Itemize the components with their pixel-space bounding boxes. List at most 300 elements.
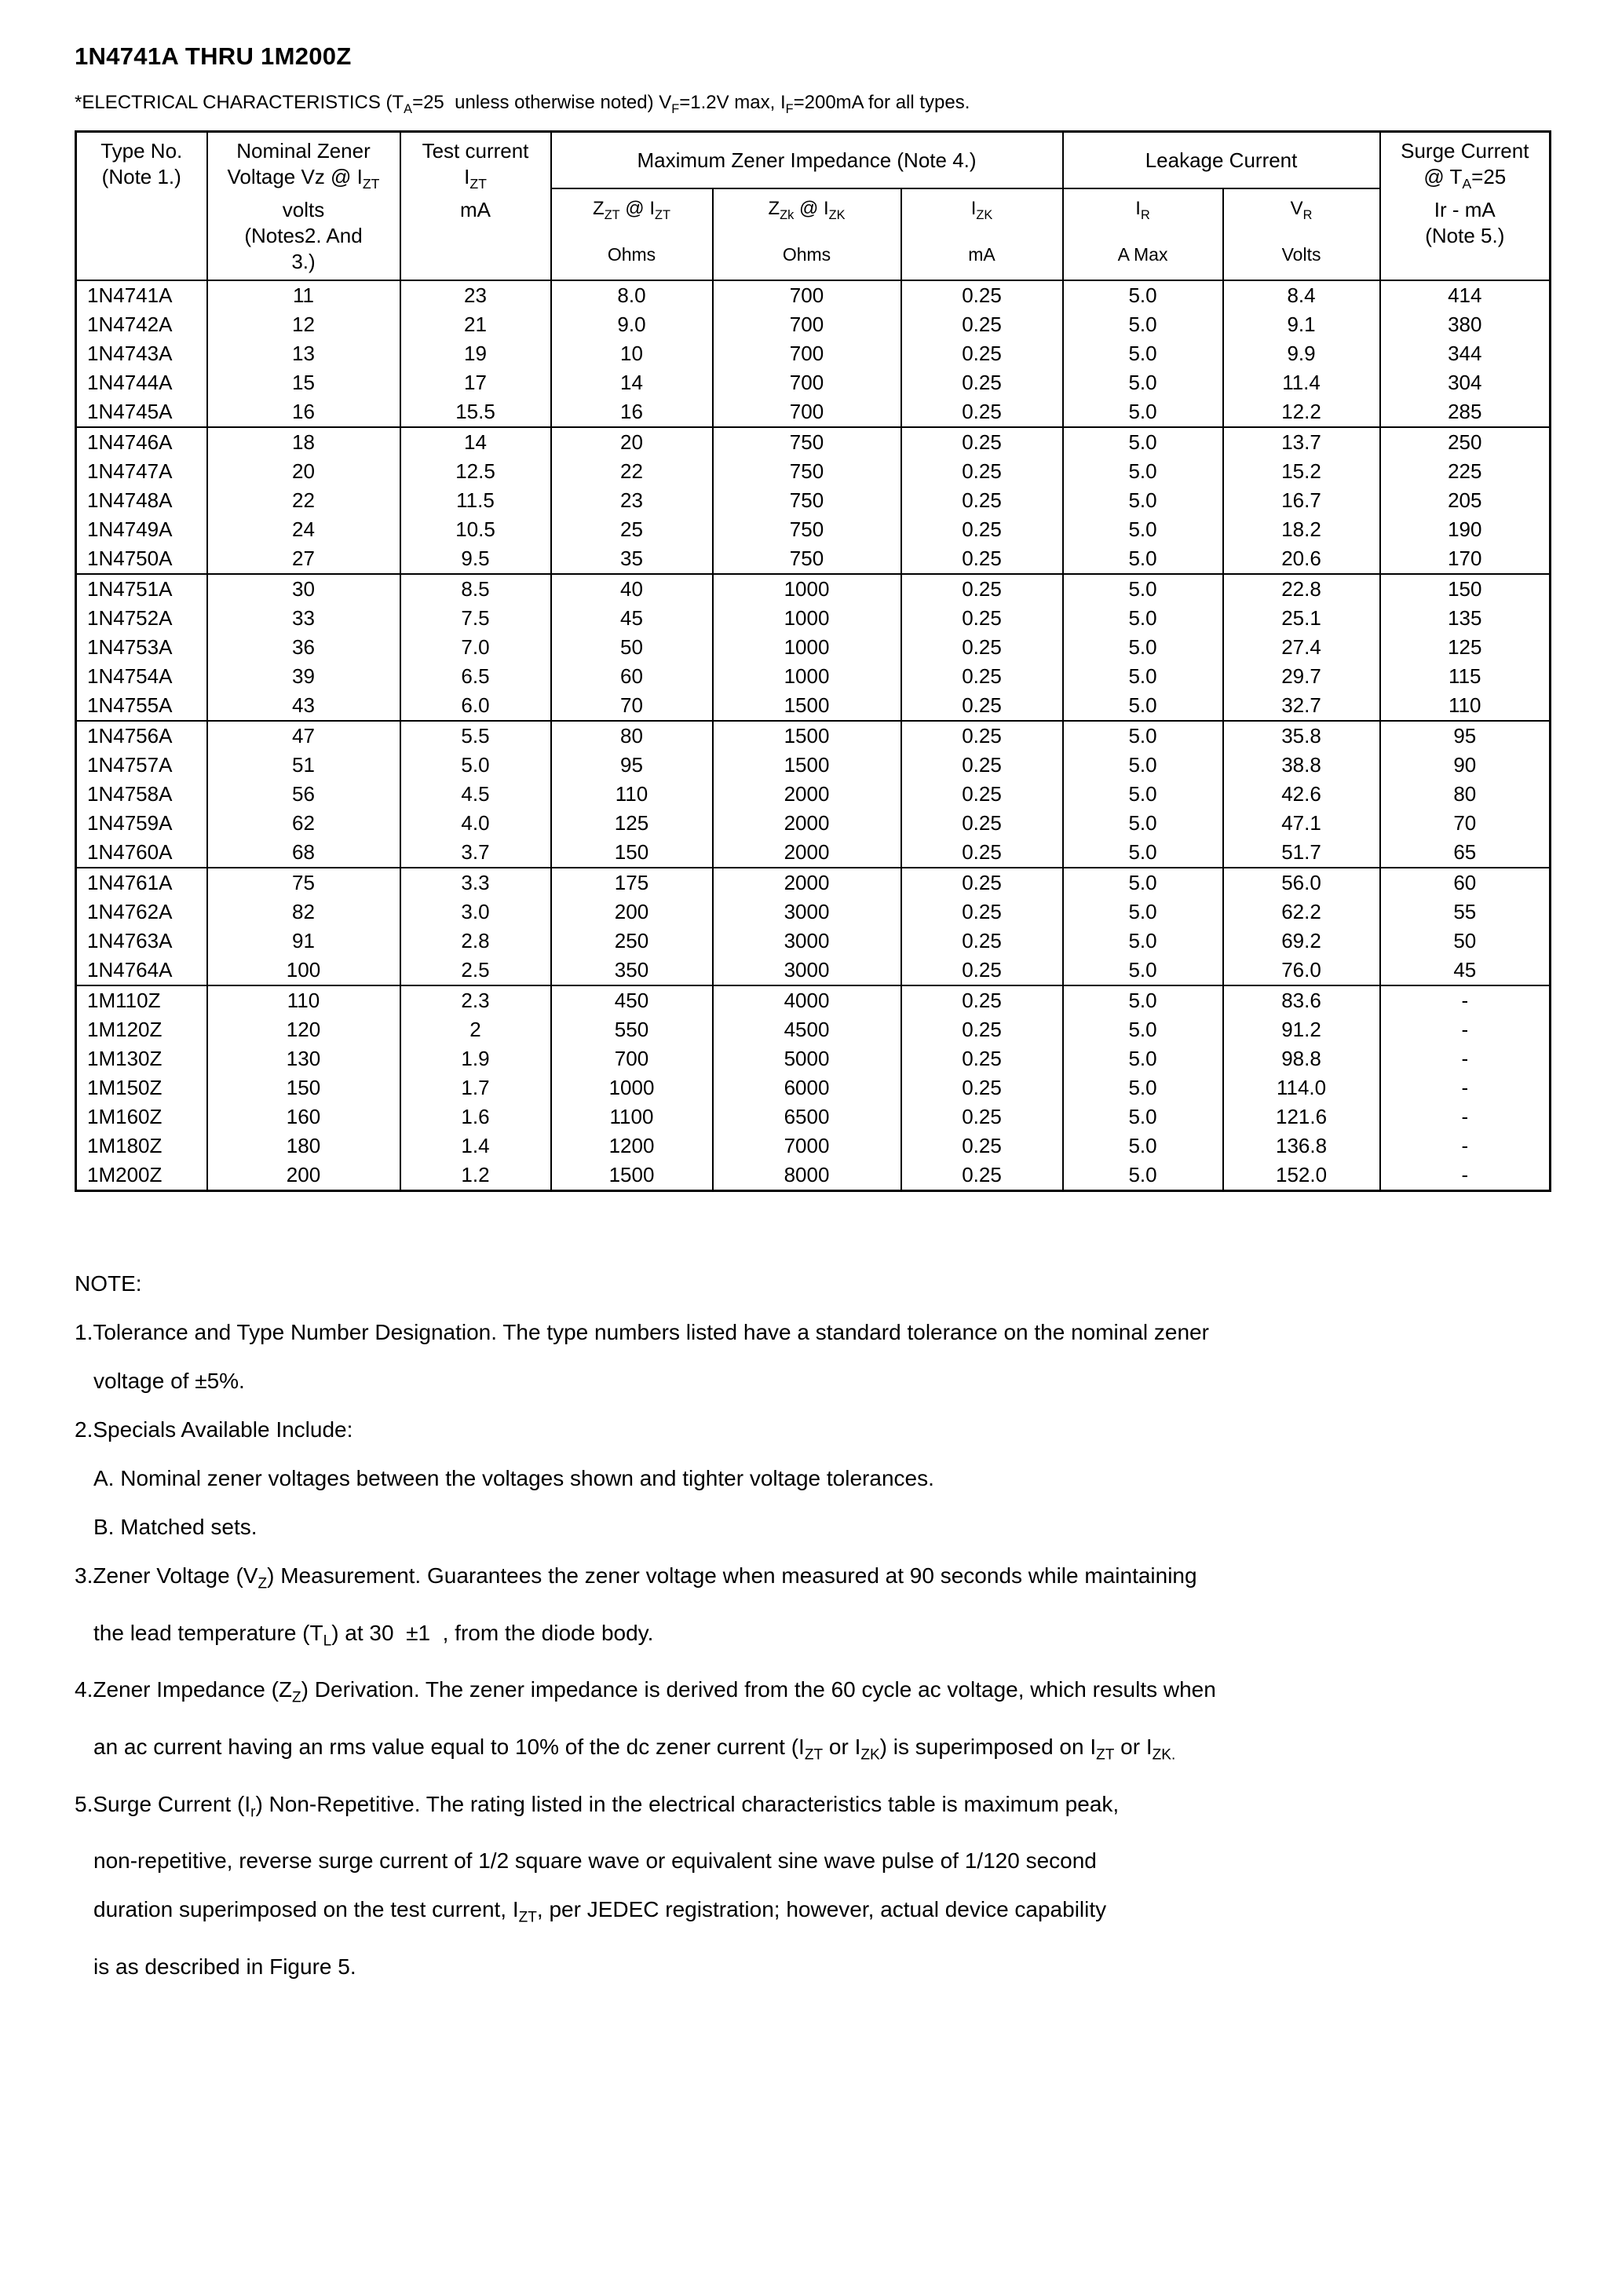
col-header-vr xyxy=(1223,188,1380,280)
cell-zzt: 50 xyxy=(551,633,713,662)
cell-vr: 114.0 xyxy=(1223,1073,1380,1102)
cell-nominal-voltage: 16 xyxy=(207,397,400,427)
cell-surge-current: 55 xyxy=(1380,898,1551,927)
col-header-izk xyxy=(901,188,1063,280)
cell-surge-current: 304 xyxy=(1380,368,1551,397)
cell-test-current: 1.9 xyxy=(400,1044,551,1073)
cell-ir: 5.0 xyxy=(1063,1102,1223,1132)
zzt-symbol-label: $Z_{ZT}$ @ $I_{ZT}$ xyxy=(593,198,670,223)
cell-ir: 5.0 xyxy=(1063,751,1223,780)
cell-zzt: 110 xyxy=(551,780,713,809)
cell-zzk: 700 xyxy=(713,280,901,310)
cell-vr: 76.0 xyxy=(1223,956,1380,985)
table-row xyxy=(76,1015,1551,1044)
cell-ir: 5.0 xyxy=(1063,691,1223,721)
table-row xyxy=(76,633,1551,662)
cell-izk: 0.25 xyxy=(901,280,1063,310)
cell-ir: 5.0 xyxy=(1063,927,1223,956)
cell-izk: 0.25 xyxy=(901,457,1063,486)
page-title: 1N4741A THRU 1M200Z xyxy=(75,42,352,70)
cell-nominal-voltage: 36 xyxy=(207,633,400,662)
table-row xyxy=(76,662,1551,691)
cell-surge-current: - xyxy=(1380,985,1551,1015)
cell-nominal-voltage: 75 xyxy=(207,868,400,898)
cell-ir: 5.0 xyxy=(1063,780,1223,809)
cell-type-no: 1N4764A xyxy=(76,956,207,985)
cell-zzk: 6500 xyxy=(713,1102,901,1132)
vr-unit-label: Volts xyxy=(1281,244,1321,265)
cell-surge-current: 115 xyxy=(1380,662,1551,691)
cell-izk: 0.25 xyxy=(901,574,1063,604)
notes-lines xyxy=(75,1308,1548,1991)
table-row xyxy=(76,515,1551,544)
cell-vr: 35.8 xyxy=(1223,721,1380,751)
cell-izk: 0.25 xyxy=(901,956,1063,985)
col-group-header-max-zener-impedance: Maximum Zener Impedance (Note 4.) xyxy=(551,131,1063,188)
header-row-main xyxy=(76,131,1551,188)
cell-surge-current: 80 xyxy=(1380,780,1551,809)
col-header-test-current: Test current $I_{ZT}$ mA xyxy=(400,131,551,280)
cell-zzt: 60 xyxy=(551,662,713,691)
cell-zzk: 750 xyxy=(713,486,901,515)
cell-surge-current: 250 xyxy=(1380,427,1551,457)
cell-nominal-voltage: 180 xyxy=(207,1132,400,1161)
cell-ir: 5.0 xyxy=(1063,1161,1223,1191)
cell-zzt: 1100 xyxy=(551,1102,713,1132)
cell-izk: 0.25 xyxy=(901,1102,1063,1132)
cell-type-no: 1N4762A xyxy=(76,898,207,927)
cell-surge-current: 285 xyxy=(1380,397,1551,427)
cell-zzt: 22 xyxy=(551,457,713,486)
cell-type-no: 1N4748A xyxy=(76,486,207,515)
izk-unit-label: mA xyxy=(968,244,995,265)
cell-vr: 152.0 xyxy=(1223,1161,1380,1191)
cell-zzt: 1500 xyxy=(551,1161,713,1191)
cell-izk: 0.25 xyxy=(901,1015,1063,1044)
cell-izk: 0.25 xyxy=(901,515,1063,544)
cell-type-no: 1N4754A xyxy=(76,662,207,691)
cell-zzk: 700 xyxy=(713,310,901,339)
cell-nominal-voltage: 24 xyxy=(207,515,400,544)
cell-type-no: 1N4756A xyxy=(76,721,207,751)
cell-zzt: 125 xyxy=(551,809,713,838)
cell-type-no: 1M130Z xyxy=(76,1044,207,1073)
cell-type-no: 1N4760A xyxy=(76,838,207,868)
cell-nominal-voltage: 150 xyxy=(207,1073,400,1102)
cell-zzt: 70 xyxy=(551,691,713,721)
cell-zzk: 7000 xyxy=(713,1132,901,1161)
table-row xyxy=(76,427,1551,457)
cell-vr: 51.7 xyxy=(1223,838,1380,868)
table-row xyxy=(76,1102,1551,1132)
cell-ir: 5.0 xyxy=(1063,604,1223,633)
cell-vr: 20.6 xyxy=(1223,544,1380,574)
cell-vr: 15.2 xyxy=(1223,457,1380,486)
cell-surge-current: 225 xyxy=(1380,457,1551,486)
table-row xyxy=(76,780,1551,809)
cell-zzt: 95 xyxy=(551,751,713,780)
cell-zzk: 3000 xyxy=(713,898,901,927)
cell-surge-current: - xyxy=(1380,1161,1551,1191)
cell-izk: 0.25 xyxy=(901,368,1063,397)
cell-zzt: 35 xyxy=(551,544,713,574)
cell-surge-current: 65 xyxy=(1380,838,1551,868)
cell-surge-current: - xyxy=(1380,1015,1551,1044)
cell-test-current: 1.7 xyxy=(400,1073,551,1102)
cell-zzt: 8.0 xyxy=(551,280,713,310)
col-header-nominal-zener-voltage: Nominal Zener Voltage Vz @ $I_{ZT}$ volts (Notes2. And 3.) xyxy=(207,131,400,280)
cell-zzk: 8000 xyxy=(713,1161,901,1191)
cell-vr: 13.7 xyxy=(1223,427,1380,457)
cell-type-no: 1N4750A xyxy=(76,544,207,574)
table-row xyxy=(76,574,1551,604)
cell-surge-current: 414 xyxy=(1380,280,1551,310)
cell-test-current: 3.3 xyxy=(400,868,551,898)
cell-nominal-voltage: 20 xyxy=(207,457,400,486)
cell-type-no: 1N4757A xyxy=(76,751,207,780)
cell-izk: 0.25 xyxy=(901,1132,1063,1161)
cell-zzk: 6000 xyxy=(713,1073,901,1102)
cell-nominal-voltage: 91 xyxy=(207,927,400,956)
table-row xyxy=(76,280,1551,310)
cell-surge-current: 190 xyxy=(1380,515,1551,544)
cell-ir: 5.0 xyxy=(1063,1015,1223,1044)
cell-test-current: 17 xyxy=(400,368,551,397)
cell-test-current: 1.2 xyxy=(400,1161,551,1191)
cell-test-current: 10.5 xyxy=(400,515,551,544)
cell-nominal-voltage: 56 xyxy=(207,780,400,809)
cell-zzt: 150 xyxy=(551,838,713,868)
cell-zzt: 80 xyxy=(551,721,713,751)
cell-nominal-voltage: 39 xyxy=(207,662,400,691)
cell-type-no: 1N4752A xyxy=(76,604,207,633)
cell-test-current: 1.6 xyxy=(400,1102,551,1132)
col-group-header-leakage-current: Leakage Current xyxy=(1063,131,1380,188)
cell-ir: 5.0 xyxy=(1063,515,1223,544)
cell-type-no: 1M110Z xyxy=(76,985,207,1015)
notes-heading: NOTE: xyxy=(75,1271,142,1296)
cell-zzk: 2000 xyxy=(713,868,901,898)
table-row xyxy=(76,927,1551,956)
table-row xyxy=(76,691,1551,721)
cell-vr: 9.1 xyxy=(1223,310,1380,339)
cell-ir: 5.0 xyxy=(1063,1073,1223,1102)
cell-izk: 0.25 xyxy=(901,809,1063,838)
cell-nominal-voltage: 15 xyxy=(207,368,400,397)
table-row xyxy=(76,486,1551,515)
cell-type-no: 1M200Z xyxy=(76,1161,207,1191)
cell-test-current: 19 xyxy=(400,339,551,368)
cell-nominal-voltage: 27 xyxy=(207,544,400,574)
cell-test-current: 5.0 xyxy=(400,751,551,780)
cell-test-current: 3.7 xyxy=(400,838,551,868)
cell-izk: 0.25 xyxy=(901,985,1063,1015)
cell-ir: 5.0 xyxy=(1063,868,1223,898)
cell-surge-current: 125 xyxy=(1380,633,1551,662)
cell-nominal-voltage: 130 xyxy=(207,1044,400,1073)
cell-test-current: 23 xyxy=(400,280,551,310)
table-row xyxy=(76,1161,1551,1191)
col-header-zzt xyxy=(551,188,713,280)
cell-ir: 5.0 xyxy=(1063,956,1223,985)
cell-izk: 0.25 xyxy=(901,1161,1063,1191)
cell-surge-current: 380 xyxy=(1380,310,1551,339)
cell-nominal-voltage: 47 xyxy=(207,721,400,751)
cell-surge-current: 170 xyxy=(1380,544,1551,574)
cell-ir: 5.0 xyxy=(1063,633,1223,662)
cell-test-current: 6.0 xyxy=(400,691,551,721)
cell-type-no: 1N4758A xyxy=(76,780,207,809)
table-row xyxy=(76,457,1551,486)
cell-izk: 0.25 xyxy=(901,633,1063,662)
cell-ir: 5.0 xyxy=(1063,486,1223,515)
cell-nominal-voltage: 30 xyxy=(207,574,400,604)
cell-vr: 11.4 xyxy=(1223,368,1380,397)
cell-zzt: 450 xyxy=(551,985,713,1015)
note-line: is as described in Figure 5. xyxy=(93,1954,356,1979)
cell-zzt: 350 xyxy=(551,956,713,985)
cell-izk: 0.25 xyxy=(901,780,1063,809)
table-row xyxy=(76,397,1551,427)
cell-vr: 56.0 xyxy=(1223,868,1380,898)
electrical-characteristics-caption: *ELECTRICAL CHARACTERISTICS ($T_A=25$ unless otherwise noted) $V_F=1.2V$ max, $I_F=200mA$ for all types. xyxy=(75,92,970,116)
cell-izk: 0.25 xyxy=(901,751,1063,780)
cell-surge-current: 50 xyxy=(1380,927,1551,956)
cell-nominal-voltage: 68 xyxy=(207,838,400,868)
cell-surge-current: 95 xyxy=(1380,721,1551,751)
cell-test-current: 8.5 xyxy=(400,574,551,604)
cell-type-no: 1N4745A xyxy=(76,397,207,427)
cell-nominal-voltage: 100 xyxy=(207,956,400,985)
cell-type-no: 1M150Z xyxy=(76,1073,207,1102)
note-line: B. Matched sets. xyxy=(93,1515,258,1540)
cell-ir: 5.0 xyxy=(1063,368,1223,397)
cell-type-no: 1M120Z xyxy=(76,1015,207,1044)
cell-zzk: 4000 xyxy=(713,985,901,1015)
cell-izk: 0.25 xyxy=(901,397,1063,427)
note-line: voltage of ±5%. xyxy=(93,1369,245,1394)
cell-ir: 5.0 xyxy=(1063,457,1223,486)
vr-symbol-label: $V_R$ xyxy=(1290,198,1313,223)
cell-surge-current: 110 xyxy=(1380,691,1551,721)
cell-zzt: 1200 xyxy=(551,1132,713,1161)
cell-zzt: 40 xyxy=(551,574,713,604)
cell-zzt: 25 xyxy=(551,515,713,544)
ir-unit-label: A Max xyxy=(1117,244,1168,265)
cell-izk: 0.25 xyxy=(901,838,1063,868)
note-line: A. Nominal zener voltages between the voltages shown and tighter voltage tolerances. xyxy=(93,1466,934,1491)
cell-type-no: 1N4742A xyxy=(76,310,207,339)
cell-test-current: 5.5 xyxy=(400,721,551,751)
note-line: an ac current having an rms value equal to 10% of the dc zener current ($I_{ZT}$ or $I_{ZK}$) is superimposed on $I_{ZT}$ or $I_{ZK.}$ xyxy=(93,1735,1176,1764)
cell-vr: 25.1 xyxy=(1223,604,1380,633)
cell-ir: 5.0 xyxy=(1063,339,1223,368)
table-row xyxy=(76,868,1551,898)
cell-nominal-voltage: 110 xyxy=(207,985,400,1015)
cell-zzk: 700 xyxy=(713,397,901,427)
cell-ir: 5.0 xyxy=(1063,898,1223,927)
cell-izk: 0.25 xyxy=(901,691,1063,721)
cell-ir: 5.0 xyxy=(1063,1044,1223,1073)
cell-izk: 0.25 xyxy=(901,1044,1063,1073)
cell-test-current: 9.5 xyxy=(400,544,551,574)
cell-type-no: 1N4753A xyxy=(76,633,207,662)
table-row xyxy=(76,339,1551,368)
table-row xyxy=(76,809,1551,838)
cell-nominal-voltage: 12 xyxy=(207,310,400,339)
cell-izk: 0.25 xyxy=(901,486,1063,515)
cell-vr: 47.1 xyxy=(1223,809,1380,838)
cell-nominal-voltage: 82 xyxy=(207,898,400,927)
table-row xyxy=(76,838,1551,868)
note-line: 2.Specials Available Include: xyxy=(75,1417,353,1442)
table-row xyxy=(76,898,1551,927)
cell-surge-current: - xyxy=(1380,1102,1551,1132)
cell-izk: 0.25 xyxy=(901,1073,1063,1102)
col-header-zzk xyxy=(713,188,901,280)
table-row xyxy=(76,721,1551,751)
cell-zzk: 1000 xyxy=(713,633,901,662)
cell-zzk: 1000 xyxy=(713,574,901,604)
cell-vr: 69.2 xyxy=(1223,927,1380,956)
cell-vr: 8.4 xyxy=(1223,280,1380,310)
cell-zzk: 750 xyxy=(713,457,901,486)
table-row xyxy=(76,1132,1551,1161)
cell-surge-current: 150 xyxy=(1380,574,1551,604)
cell-zzt: 700 xyxy=(551,1044,713,1073)
cell-ir: 5.0 xyxy=(1063,427,1223,457)
cell-surge-current: - xyxy=(1380,1044,1551,1073)
cell-zzt: 45 xyxy=(551,604,713,633)
cell-test-current: 14 xyxy=(400,427,551,457)
cell-test-current: 7.5 xyxy=(400,604,551,633)
cell-zzt: 10 xyxy=(551,339,713,368)
cell-vr: 62.2 xyxy=(1223,898,1380,927)
cell-type-no: 1N4755A xyxy=(76,691,207,721)
cell-zzk: 4500 xyxy=(713,1015,901,1044)
table-row xyxy=(76,604,1551,633)
cell-test-current: 2.3 xyxy=(400,985,551,1015)
note-line: non-repetitive, reverse surge current of 1/2 square wave or equivalent sine wave pulse of 1/120 second xyxy=(93,1848,1097,1874)
cell-izk: 0.25 xyxy=(901,721,1063,751)
cell-nominal-voltage: 33 xyxy=(207,604,400,633)
cell-zzk: 1000 xyxy=(713,662,901,691)
table-row xyxy=(76,1073,1551,1102)
cell-test-current: 2.8 xyxy=(400,927,551,956)
table-row xyxy=(76,310,1551,339)
cell-nominal-voltage: 51 xyxy=(207,751,400,780)
notes-section xyxy=(75,1260,1548,1991)
col-header-type-no: Type No. (Note 1.) xyxy=(76,131,207,280)
cell-zzk: 1500 xyxy=(713,751,901,780)
cell-izk: 0.25 xyxy=(901,544,1063,574)
cell-surge-current: 45 xyxy=(1380,956,1551,985)
cell-nominal-voltage: 62 xyxy=(207,809,400,838)
cell-zzt: 23 xyxy=(551,486,713,515)
cell-zzk: 700 xyxy=(713,368,901,397)
izk-symbol-label: $I_{ZK}$ xyxy=(970,198,993,223)
ir-symbol-label: $I_R$ xyxy=(1135,198,1150,223)
cell-zzk: 3000 xyxy=(713,927,901,956)
cell-zzk: 2000 xyxy=(713,780,901,809)
cell-zzt: 250 xyxy=(551,927,713,956)
cell-nominal-voltage: 43 xyxy=(207,691,400,721)
cell-zzk: 1500 xyxy=(713,721,901,751)
cell-type-no: 1N4741A xyxy=(76,280,207,310)
cell-surge-current: - xyxy=(1380,1132,1551,1161)
cell-zzk: 750 xyxy=(713,427,901,457)
zzt-unit-label: Ohms xyxy=(607,244,656,265)
cell-type-no: 1N4763A xyxy=(76,927,207,956)
cell-vr: 29.7 xyxy=(1223,662,1380,691)
cell-test-current: 12.5 xyxy=(400,457,551,486)
cell-vr: 121.6 xyxy=(1223,1102,1380,1132)
cell-nominal-voltage: 11 xyxy=(207,280,400,310)
cell-vr: 91.2 xyxy=(1223,1015,1380,1044)
cell-izk: 0.25 xyxy=(901,310,1063,339)
cell-zzk: 700 xyxy=(713,339,901,368)
cell-ir: 5.0 xyxy=(1063,838,1223,868)
cell-vr: 12.2 xyxy=(1223,397,1380,427)
cell-zzt: 550 xyxy=(551,1015,713,1044)
cell-vr: 9.9 xyxy=(1223,339,1380,368)
cell-zzt: 20 xyxy=(551,427,713,457)
cell-test-current: 11.5 xyxy=(400,486,551,515)
cell-zzk: 2000 xyxy=(713,838,901,868)
cell-ir: 5.0 xyxy=(1063,280,1223,310)
cell-test-current: 6.5 xyxy=(400,662,551,691)
col-header-surge-current: Surge Current @ $T_A=25$ Ir - mA (Note 5.) xyxy=(1380,131,1551,280)
cell-vr: 136.8 xyxy=(1223,1132,1380,1161)
cell-vr: 38.8 xyxy=(1223,751,1380,780)
cell-ir: 5.0 xyxy=(1063,809,1223,838)
note-line: 5.Surge Current $(I_r)$ Non-Repetitive. The rating listed in the electrical characteristics table is maximum peak, xyxy=(75,1791,1120,1821)
table-row xyxy=(76,544,1551,574)
cell-type-no: 1N4747A xyxy=(76,457,207,486)
cell-type-no: 1N4746A xyxy=(76,427,207,457)
cell-zzt: 16 xyxy=(551,397,713,427)
cell-ir: 5.0 xyxy=(1063,662,1223,691)
cell-surge-current: 90 xyxy=(1380,751,1551,780)
cell-vr: 27.4 xyxy=(1223,633,1380,662)
cell-type-no: 1N4759A xyxy=(76,809,207,838)
cell-nominal-voltage: 18 xyxy=(207,427,400,457)
cell-nominal-voltage: 13 xyxy=(207,339,400,368)
cell-test-current: 7.0 xyxy=(400,633,551,662)
cell-zzk: 5000 xyxy=(713,1044,901,1073)
cell-nominal-voltage: 200 xyxy=(207,1161,400,1191)
cell-type-no: 1N4751A xyxy=(76,574,207,604)
zzk-symbol-label: $Z_{Zk}$ @ $I_{ZK}$ xyxy=(768,198,846,223)
table-row xyxy=(76,368,1551,397)
note-line: 1.Tolerance and Type Number Designation. The type numbers listed have a standard tolerance on the nominal zener xyxy=(75,1320,1209,1345)
cell-nominal-voltage: 22 xyxy=(207,486,400,515)
note-line: 4.Zener Impedance $(Z_Z)$ Derivation. The zener impedance is derived from the 60 cycle ac voltage, which results when xyxy=(75,1677,1216,1707)
cell-ir: 5.0 xyxy=(1063,721,1223,751)
cell-izk: 0.25 xyxy=(901,927,1063,956)
cell-zzk: 2000 xyxy=(713,809,901,838)
table-row xyxy=(76,985,1551,1015)
cell-test-current: 4.5 xyxy=(400,780,551,809)
cell-test-current: 21 xyxy=(400,310,551,339)
note-line: 3.Zener Voltage $(V_Z)$ Measurement. Guarantees the zener voltage when measured at 90 seconds while maintaining xyxy=(75,1563,1197,1592)
cell-surge-current: 344 xyxy=(1380,339,1551,368)
cell-ir: 5.0 xyxy=(1063,310,1223,339)
cell-type-no: 1N4749A xyxy=(76,515,207,544)
col-header-ir xyxy=(1063,188,1223,280)
cell-vr: 18.2 xyxy=(1223,515,1380,544)
cell-zzt: 1000 xyxy=(551,1073,713,1102)
